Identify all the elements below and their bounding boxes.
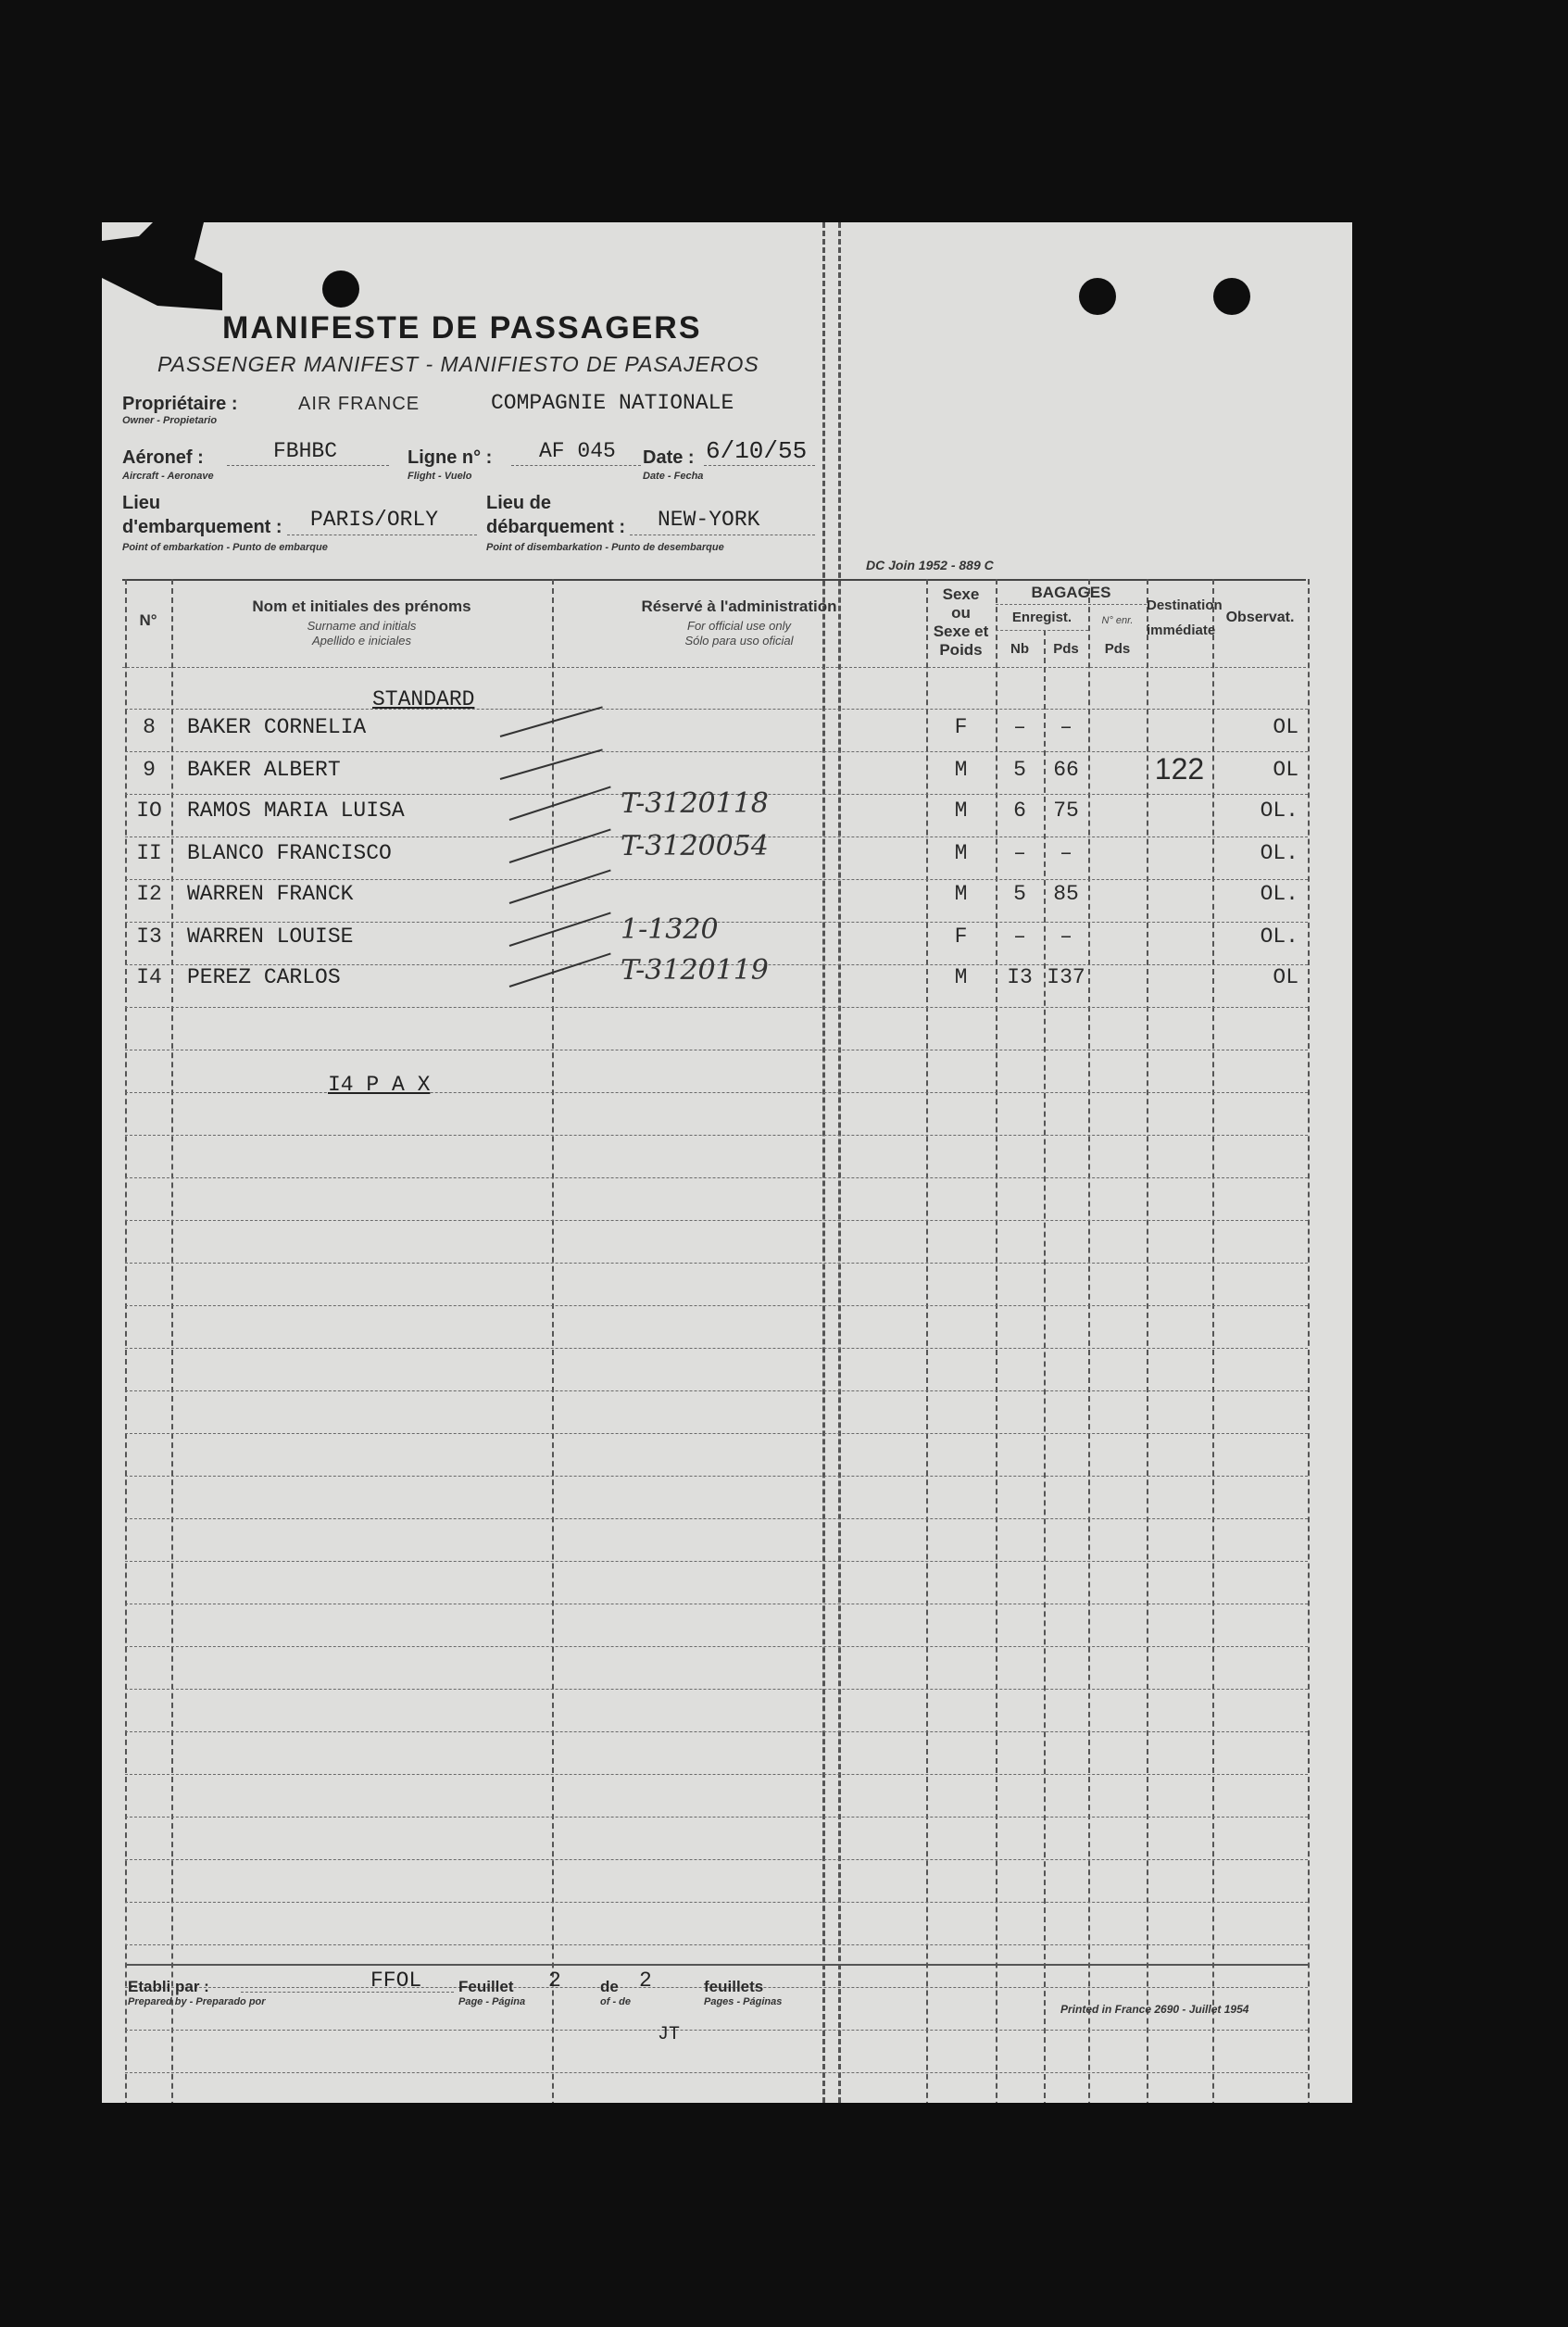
passenger-sex: M xyxy=(954,758,968,782)
sheet-label: Feuillet xyxy=(458,1978,514,1995)
page-title: MANIFESTE DE PASSAGERS xyxy=(222,310,702,346)
admin-checkmark-stroke xyxy=(509,829,611,863)
passenger-name: WARREN FRANCK xyxy=(187,882,354,906)
total-passengers: I4 P A X xyxy=(328,1073,431,1097)
disembark-label-2: débarquement : xyxy=(486,517,626,537)
admin-reference: 1-1320 xyxy=(621,913,719,946)
sheet-value: 2 xyxy=(548,1969,561,1993)
passenger-sex: M xyxy=(954,965,968,989)
baggage-count: – xyxy=(1013,715,1026,739)
col-header-bag-nb: Nb xyxy=(1010,641,1029,657)
row-number: I4 xyxy=(136,965,162,989)
baggage-count: 5 xyxy=(1013,758,1026,782)
col-header-name: Nom et initiales des prénoms xyxy=(252,597,471,615)
baggage-weight: – xyxy=(1060,841,1073,865)
row-number: I3 xyxy=(136,925,162,949)
date-label: Date : xyxy=(643,447,695,468)
col-header-bag-unreg-pds: Pds xyxy=(1104,641,1131,657)
col-header-observations: Observat. xyxy=(1225,610,1295,625)
destination: 122 xyxy=(1154,752,1205,786)
punch-hole xyxy=(1213,278,1250,315)
date-value: 6/10/55 xyxy=(706,437,808,465)
row-number: II xyxy=(136,841,162,865)
row-number: 8 xyxy=(143,715,156,739)
col-header-destination-2: immédiate xyxy=(1147,623,1216,638)
passenger-sex: M xyxy=(954,841,968,865)
col-header-destination-1: Destination xyxy=(1147,597,1223,613)
observation: OL. xyxy=(1260,841,1298,865)
baggage-weight: 85 xyxy=(1053,882,1079,906)
col-header-name-es: Apellido e iniciales xyxy=(312,634,411,648)
embark-label-1: Lieu xyxy=(122,493,161,513)
passenger-name: WARREN LOUISE xyxy=(187,925,354,949)
page-subtitle: PASSENGER MANIFEST - MANIFIESTO DE PASAJEROS xyxy=(157,352,759,376)
admin-checkmark-stroke xyxy=(509,912,611,947)
embark-label-2: d'embarquement : xyxy=(122,517,282,537)
disembark-label-1: Lieu de xyxy=(486,493,552,513)
manifest-sheet xyxy=(102,222,1352,2103)
flight-sublabel: Flight - Vuelo xyxy=(408,471,472,482)
flight-value: AF 045 xyxy=(539,439,616,463)
observation: OL xyxy=(1273,715,1298,739)
admin-reference: T-3120118 xyxy=(621,787,769,820)
passenger-name: RAMOS MARIA LUISA xyxy=(187,799,405,823)
admin-reference: T-3120119 xyxy=(621,954,769,987)
prepared-value: FFOL xyxy=(370,1969,422,1993)
printed-note: Printed in France 2690 - Juillet 1954 xyxy=(1060,2003,1249,2016)
baggage-weight: I37 xyxy=(1047,965,1085,989)
sheet-sublabel: Page - Página xyxy=(458,1996,526,2007)
admin-checkmark-stroke xyxy=(509,953,611,987)
admin-reference: T-3120054 xyxy=(621,830,769,862)
passenger-name: BLANCO FRANCISCO xyxy=(187,841,392,865)
col-header-admin: Réservé à l'administration xyxy=(641,597,837,615)
observation: OL. xyxy=(1260,925,1298,949)
form-code: DC Join 1952 - 889 C xyxy=(866,558,994,572)
admin-checkmark-stroke xyxy=(509,786,611,821)
row-number: 9 xyxy=(143,758,156,782)
observation: OL xyxy=(1273,758,1298,782)
col-header-admin-es: Sólo para uso oficial xyxy=(684,634,794,648)
col-header-name-en: Surname and initials xyxy=(307,619,417,633)
baggage-weight: 66 xyxy=(1053,758,1079,782)
col-header-sex-4: Poids xyxy=(939,641,983,659)
flight-label: Ligne n° : xyxy=(408,447,493,468)
sheets-sublabel: Pages - Páginas xyxy=(704,1996,783,2007)
row-number: I2 xyxy=(136,882,162,906)
owner-value: AIR FRANCE xyxy=(298,394,420,414)
col-header-bag-registered: Enregist. xyxy=(1011,610,1073,625)
baggage-count: – xyxy=(1013,925,1026,949)
baggage-weight: – xyxy=(1060,715,1073,739)
owner-typed: COMPAGNIE NATIONALE xyxy=(491,391,734,415)
passenger-sex: F xyxy=(954,925,968,949)
passenger-name: BAKER ALBERT xyxy=(187,758,341,782)
embark-value: PARIS/ORLY xyxy=(310,508,439,532)
passenger-sex: M xyxy=(954,799,968,823)
embark-sublabel: Point of embarkation - Punto de embarque xyxy=(122,542,328,553)
disembark-sublabel: Point of disembarkation - Punto de desembarque xyxy=(486,542,724,553)
observation: OL. xyxy=(1260,799,1298,823)
passenger-name: PEREZ CARLOS xyxy=(187,965,341,989)
punch-hole xyxy=(1079,278,1116,315)
passenger-name: BAKER CORNELIA xyxy=(187,715,367,739)
baggage-count: I3 xyxy=(1007,965,1033,989)
aircraft-sublabel: Aircraft - Aeronave xyxy=(122,471,214,482)
passenger-sex: F xyxy=(954,715,968,739)
date-sublabel: Date - Fecha xyxy=(643,471,704,482)
fold-perforation xyxy=(822,222,841,2103)
preparer-initials: JT xyxy=(658,2024,681,2045)
col-header-bag-pds: Pds xyxy=(1053,641,1079,657)
disembark-value: NEW-YORK xyxy=(658,508,760,532)
sheets-label: feuillets xyxy=(704,1978,764,1995)
col-header-sex-1: Sexe xyxy=(942,585,980,603)
of-value: 2 xyxy=(639,1969,652,1993)
col-header-admin-en: For official use only xyxy=(687,619,791,633)
baggage-count: 5 xyxy=(1013,882,1026,906)
torn-corner-mark xyxy=(102,222,250,315)
punch-hole xyxy=(322,270,359,308)
row-number: IO xyxy=(136,799,162,823)
col-header-sex-2: ou xyxy=(951,604,971,622)
admin-checkmark-stroke xyxy=(509,870,611,904)
baggage-count: 6 xyxy=(1013,799,1026,823)
col-header-bag-unreg: N° enr. xyxy=(1101,615,1134,626)
observation: OL xyxy=(1273,965,1298,989)
baggage-count: – xyxy=(1013,841,1026,865)
owner-sublabel: Owner - Propietario xyxy=(122,415,218,426)
of-label: de xyxy=(600,1978,619,1995)
col-header-sex-3: Sexe et xyxy=(933,623,989,640)
prepared-label: Etabli par : xyxy=(128,1978,209,1995)
aircraft-label: Aéronef : xyxy=(122,447,204,468)
baggage-weight: 75 xyxy=(1053,799,1079,823)
col-header-baggage: BAGAGES xyxy=(1031,584,1111,601)
owner-label: Propriétaire : xyxy=(122,394,238,414)
prepared-sublabel: Prepared by - Preparado por xyxy=(128,1996,266,2007)
section-label: STANDARD xyxy=(372,687,475,711)
of-sublabel: of - de xyxy=(600,1996,631,2007)
baggage-weight: – xyxy=(1060,925,1073,949)
observation: OL. xyxy=(1260,882,1298,906)
aircraft-value: FBHBC xyxy=(273,439,338,463)
col-header-no: N° xyxy=(139,611,157,629)
passenger-sex: M xyxy=(954,882,968,906)
